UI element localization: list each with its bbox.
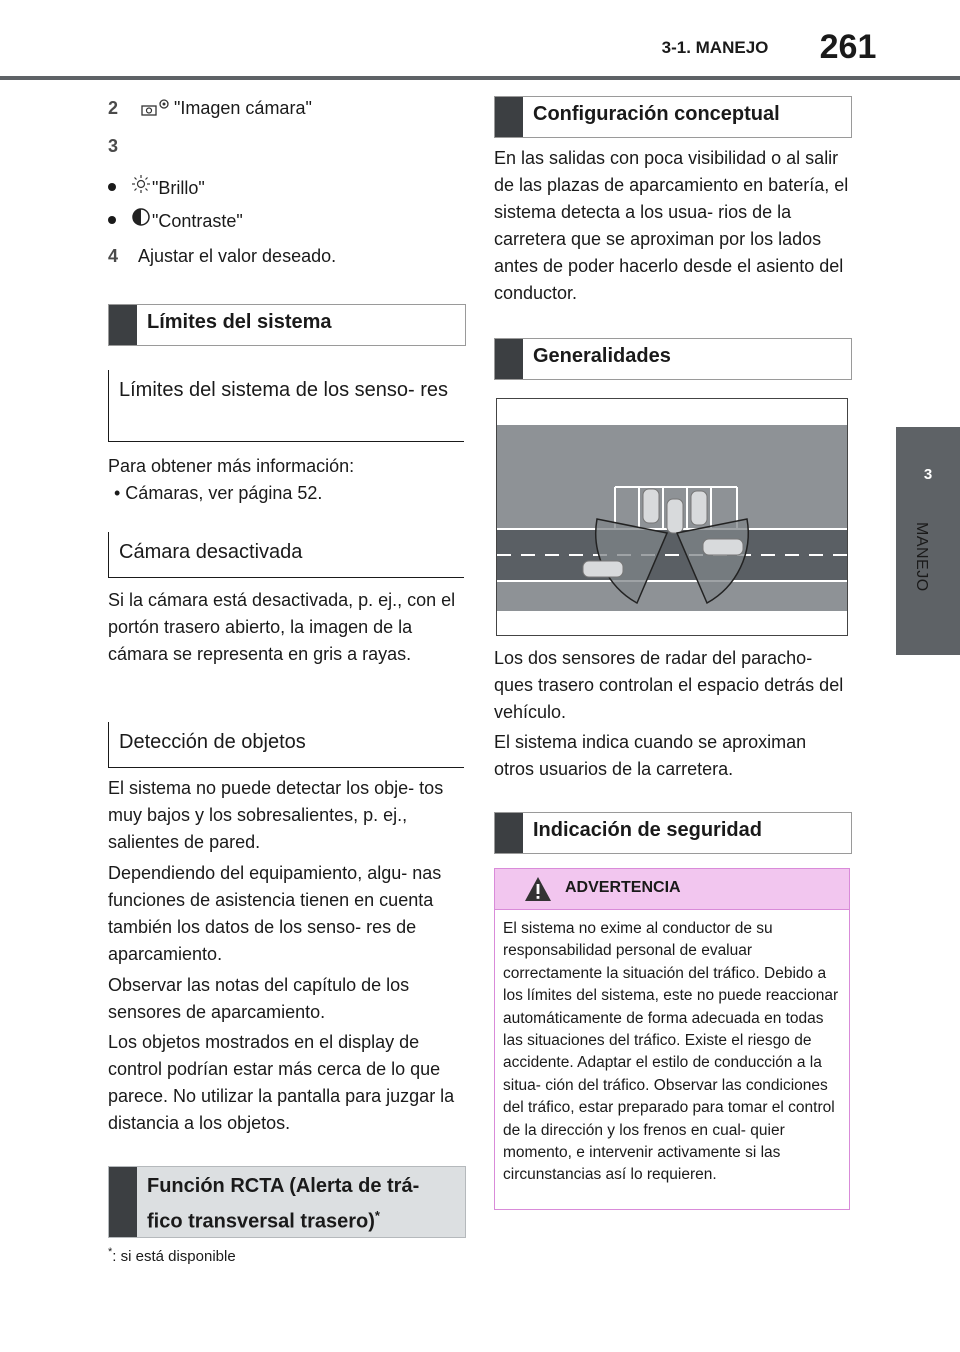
step-2-label: "Imagen cámara" xyxy=(174,98,312,118)
warning-triangle-icon xyxy=(523,875,553,908)
paragraph-detection-1: El sistema no puede detectar los obje- tos muy bajos y los sobresalientes, p. ej., salientes de pared. xyxy=(108,778,444,852)
heading-rcta xyxy=(108,1166,466,1238)
heading-safety xyxy=(494,812,852,854)
option-contrast-label: "Contraste" xyxy=(152,211,243,231)
heading-text: Configuración conceptual xyxy=(533,103,780,125)
rcta-diagram xyxy=(497,399,847,635)
heading-general xyxy=(494,338,852,380)
step-2 xyxy=(108,96,312,123)
rcta-illustration xyxy=(496,398,848,636)
step-number: 3 xyxy=(108,136,119,156)
paragraph-more-info: Para obtener más información: xyxy=(108,456,355,476)
approaching-car-right xyxy=(703,539,743,555)
warning-label: ADVERTENCIA xyxy=(565,879,681,896)
paragraph-general-1: Los dos sensores de radar del paracho- ques trasero controlan el espacio detrás del vehículo. xyxy=(494,648,844,722)
footnote-marker: * xyxy=(374,1208,380,1223)
footnote-marker: * xyxy=(108,1246,113,1258)
heading-bar xyxy=(495,813,523,853)
heading-bar xyxy=(109,1167,137,1237)
chapter-tab-label: MANEJO xyxy=(913,522,930,592)
footnote-text: : si está disponible xyxy=(112,1248,236,1265)
approaching-car-left xyxy=(583,561,623,577)
option-brightness-label: "Brillo" xyxy=(152,178,205,198)
step-4-label: Ajustar el valor deseado. xyxy=(138,246,337,266)
bullet-dot xyxy=(108,183,116,191)
footnote xyxy=(108,1246,236,1265)
paragraph-detection-4: Los objetos mostrados en el display de control podrían estar más cerca de lo que parece. No utilizar la pantalla para juzgar la distancia a los objetos. xyxy=(108,1032,455,1133)
header-rule xyxy=(0,76,960,80)
contrast-icon xyxy=(130,211,152,231)
camera-settings-icon xyxy=(138,97,172,123)
step-3 xyxy=(108,134,138,158)
paragraph-detection-2: Dependiendo del equipamiento, algu- nas funciones de asistencia tienen en cuenta también los datos de los senso- res de aparcamiento. xyxy=(108,863,442,964)
chapter-tab-number: 3 xyxy=(896,427,960,543)
subheading-camera-off: Cámara desactivada xyxy=(108,532,464,578)
heading-bar xyxy=(109,305,137,345)
page-number: 261 xyxy=(819,28,877,66)
paragraph-detection-3: Observar las notas del capítulo de los sensores de aparcamiento. xyxy=(108,975,410,1022)
paragraph-general-2: El sistema indica cuando se aproximan otros usuarios de la carretera. xyxy=(494,732,807,779)
section-title: 3-1. MANEJO xyxy=(661,38,769,57)
step-4 xyxy=(108,244,336,268)
heading-text: Función RCTA (Alerta de trá- fico transversal trasero)* xyxy=(147,1175,420,1233)
heading-text: Generalidades xyxy=(533,345,671,367)
subheading-sensor-limits: Límites del sistema de los senso- res xyxy=(108,370,464,442)
warning-text: El sistema no exime al conductor de su responsabilidad personal de evaluar correctamente la situación del tráfico. Debido a los límites del sistema, este no puede reaccionar automáticamente de forma adecuada en todas las situaciones del tráfico. Existe el riesgo de accidente. Adaptar el estilo de conducción a la situa- ción del tráfico. Observar las condiciones del tráfico, estar preparado para tomar el control de la dirección y los frenos en cual- quier momento, e intervenir activamente si las circunstancias así lo requieren. xyxy=(503,920,839,1184)
warning-header xyxy=(495,869,849,910)
paragraph-concept: En las salidas con poca visibilidad o al salir de las plazas de aparcamiento en batería, el sistema detecta a los usua- rios de la carretera que se aproximan por los lados antes de poder hacerlo desde el asiento del conductor. xyxy=(494,148,849,303)
brightness-icon xyxy=(130,178,152,198)
subheading-object-detection: Detección de objetos xyxy=(108,722,464,768)
heading-bar xyxy=(495,339,523,379)
heading-text: Indicación de seguridad xyxy=(533,819,762,841)
heading-system-limits xyxy=(108,304,466,346)
bullet-dot xyxy=(108,216,116,224)
heading-text: Límites del sistema xyxy=(147,311,332,333)
list-item-cameras: • Cámaras, ver página 52. xyxy=(114,483,323,503)
heading-bar xyxy=(495,97,523,137)
heading-concept xyxy=(494,96,852,138)
paragraph-camera-off: Si la cámara está desactivada, p. ej., con el portón trasero abierto, la imagen de la cámara se representa en gris a rayas. xyxy=(108,590,456,664)
warning-box xyxy=(494,868,850,1210)
option-contrast xyxy=(108,207,243,233)
step-number: 2 xyxy=(108,98,119,118)
step-number: 4 xyxy=(108,246,119,266)
option-brightness xyxy=(108,174,205,200)
